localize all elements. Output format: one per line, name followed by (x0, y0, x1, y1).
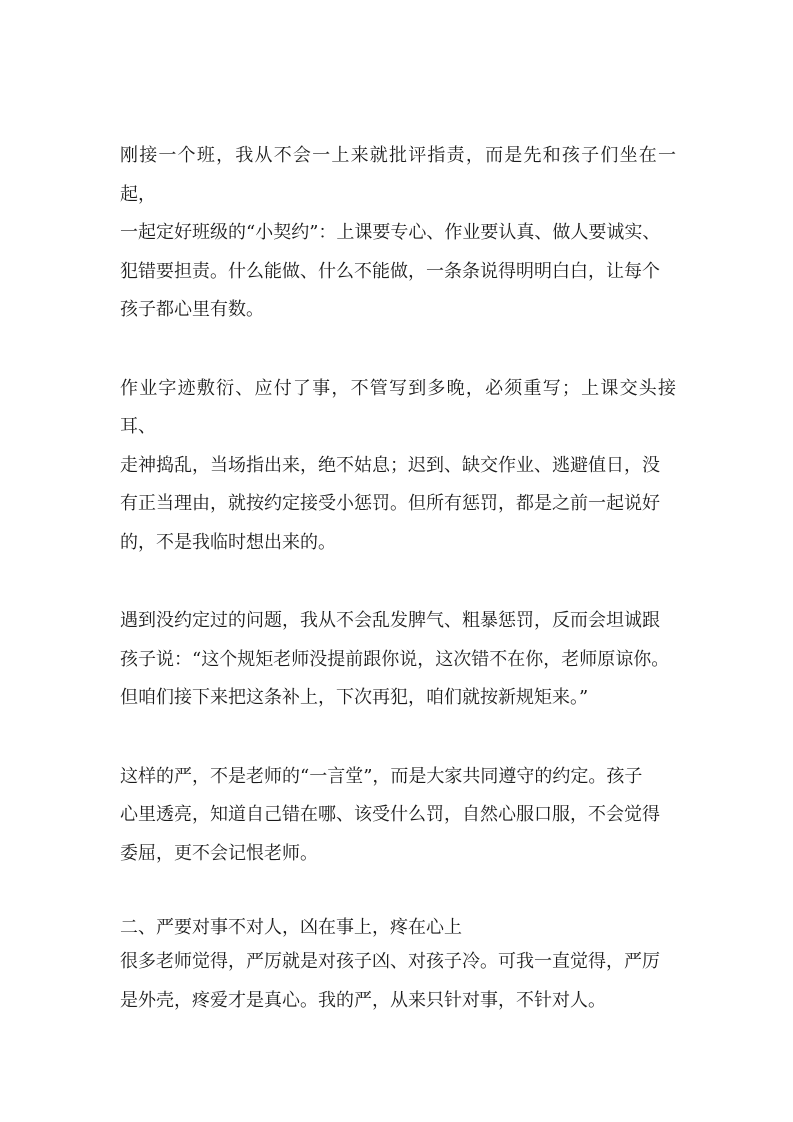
section-heading: 二、严要对事不对人，凶在事上，疼在心上 (120, 917, 462, 938)
paragraph-gap (120, 718, 676, 758)
paragraph-strict-vs-love: 很多老师觉得，严厉就是对孩子凶、对孩子冷。可我一直觉得，严厉 是外壳，疼爱才是真心。我的严，从来只针对事，不针对人。 (120, 951, 660, 1011)
paragraph-strict-rules: 作业字迹敷衍、应付了事，不管写到多晚，必须重写；上课交头接耳、 走神捣乱，当场指出来，绝不姑息；迟到、缺交作业、逃避值日，没 有正当理由，就按约定接受小惩罚。但所有惩罚，都是之前一起说好 的，不是我临时想出来的。 (120, 377, 676, 553)
paragraph-shared-agreement: 这样的严，不是老师的“一言堂”，而是大家共同遵守的约定。孩子 心里透亮，知道自己错在哪、该受什么罚，自然心服口服，不会觉得 委屈，更不会记恨老师。 (120, 765, 660, 864)
document-body (120, 137, 676, 1020)
paragraph-gap (120, 330, 676, 370)
paragraph-class-contract: 刚接一个班，我从不会一上来就批评指责，而是先和孩子们坐在一起， 一起定好班级的“小契约”：上课要专心、作业要认真、做人要诚实、 犯错要担责。什么能做、什么不能做，一条条说得明明白白，让每个 孩子都心里有数。 (120, 145, 676, 320)
paragraph-gap (120, 873, 676, 913)
paragraph-gap (120, 562, 676, 602)
paragraph-unagreed-issues: 遇到没约定过的问题，我从不会乱发脾气、粗暴惩罚，反而会坦诚跟 孩子说：“这个规矩老师没提前跟你说，这次错不在你，老师原谅你。 但咱们接下来把这条补上，下次再犯，咱们就按新规矩来。” (120, 610, 670, 708)
